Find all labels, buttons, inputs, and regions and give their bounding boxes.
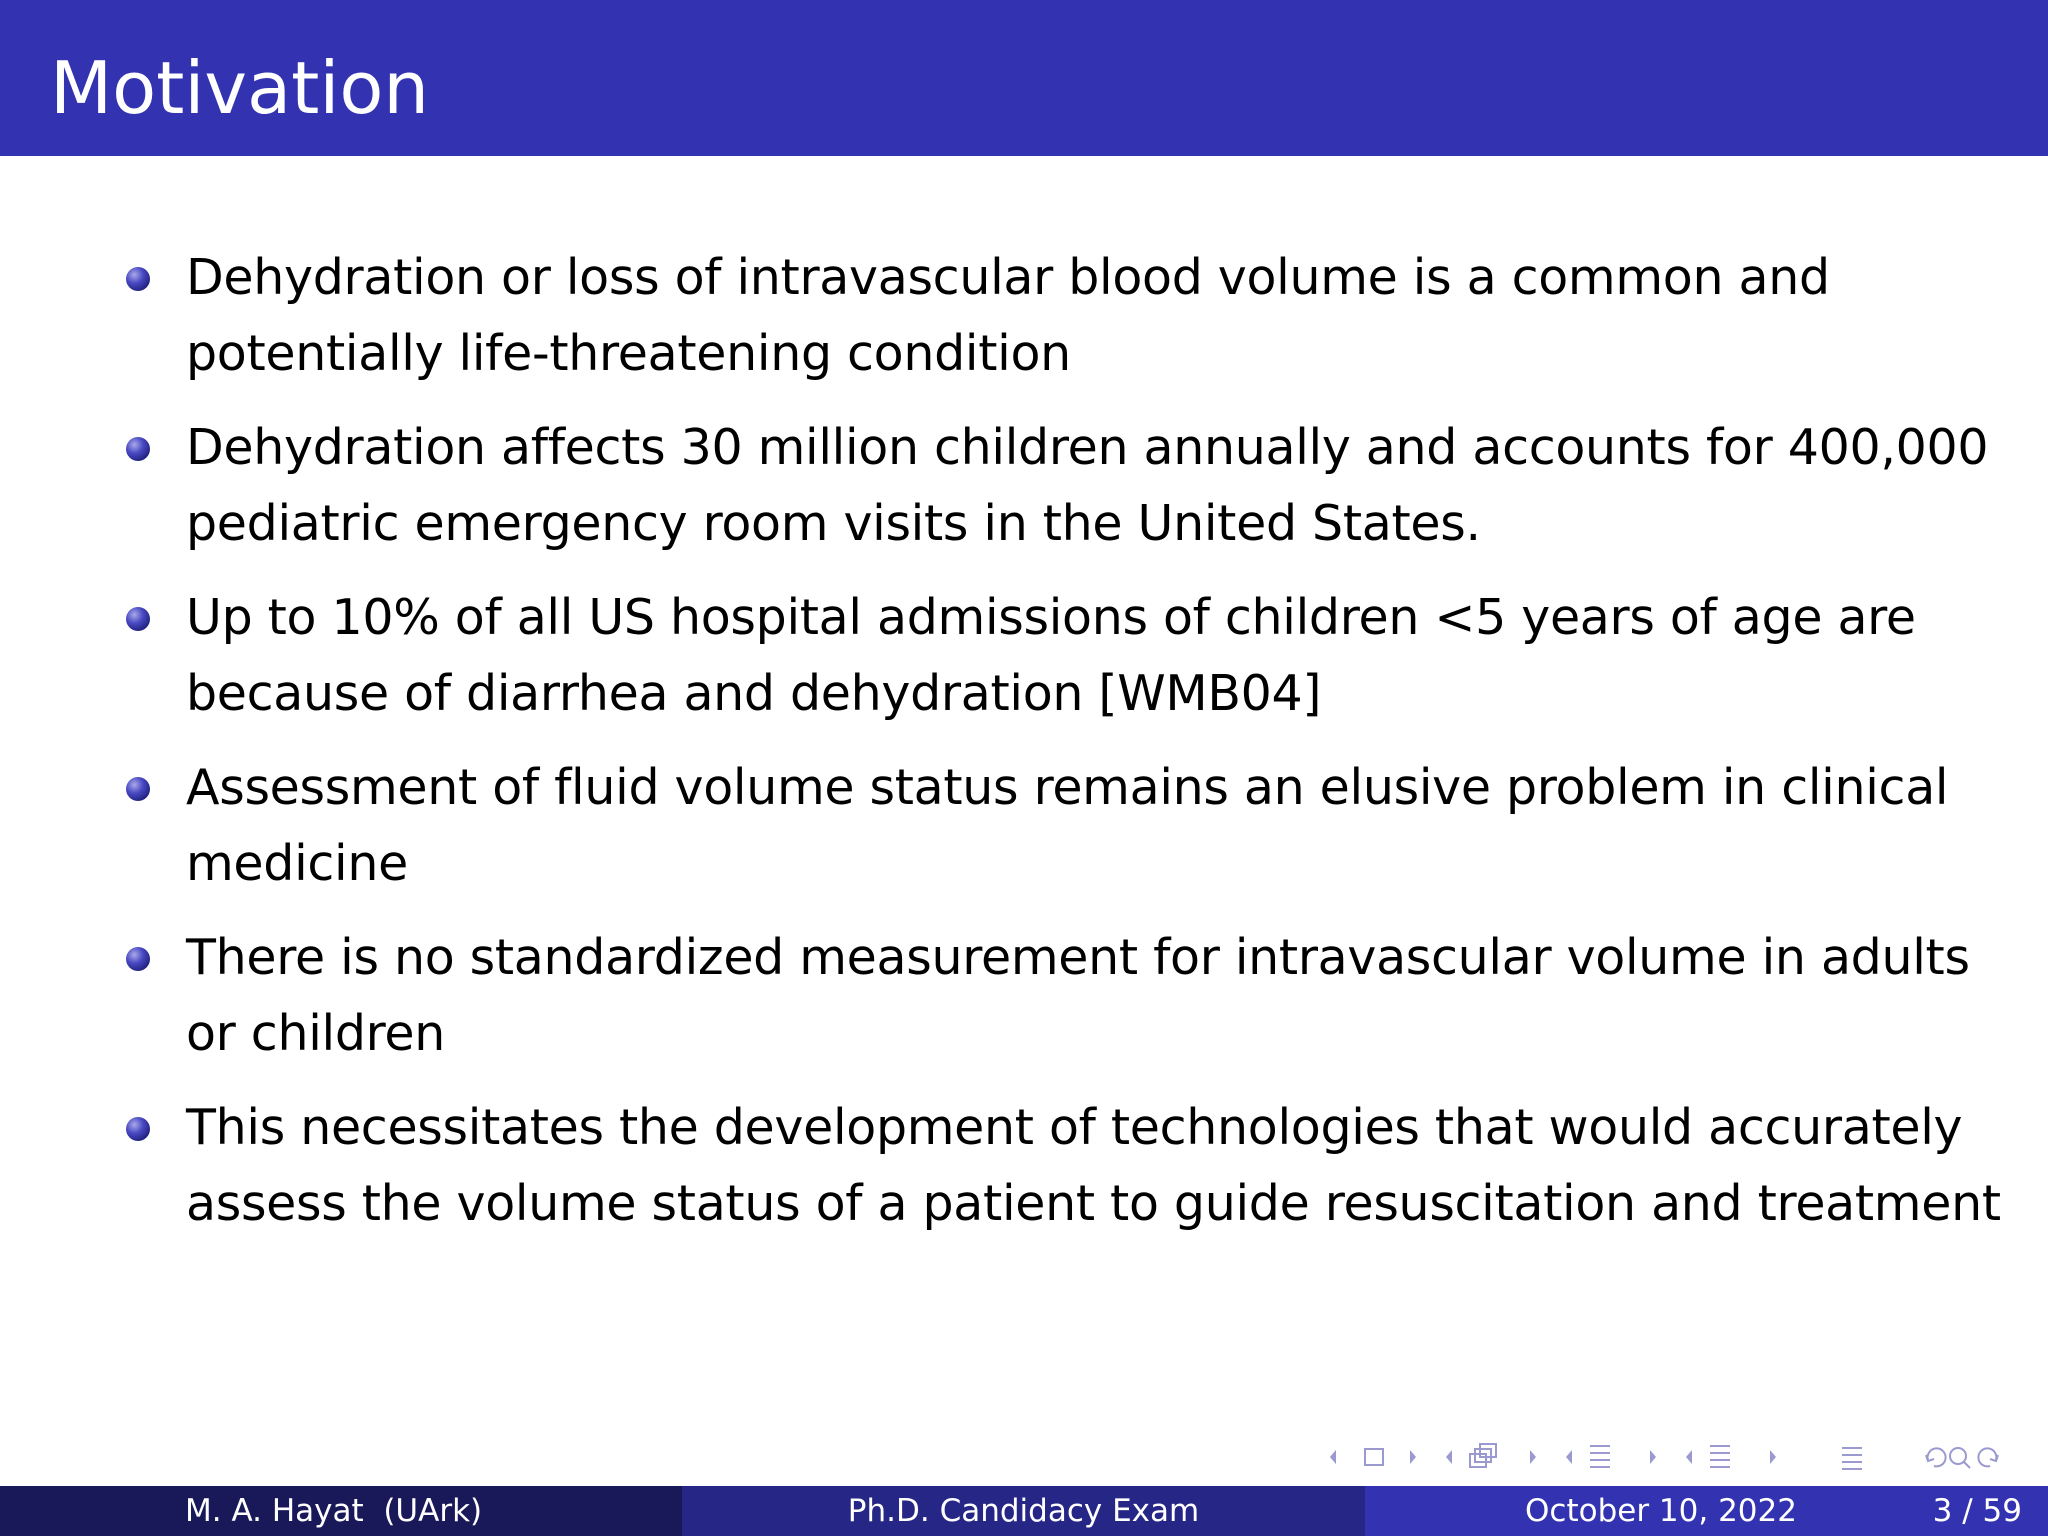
bullet-text: This necessitates the development of technologies that would accurately assess the volume status of a patient to guide resuscitation and treatment xyxy=(186,1099,2001,1232)
footer-author: M. A. Hayat (UArk) xyxy=(185,1493,483,1529)
beamer-navigation-bar xyxy=(1320,1440,2030,1474)
bullet-marker xyxy=(126,1117,150,1141)
footer-bar xyxy=(0,1486,2048,1536)
nav-document-icon[interactable] xyxy=(1686,1446,1776,1467)
bullet-marker xyxy=(126,437,150,461)
footer-author-segment xyxy=(0,1486,682,1536)
nav-subsection-icon[interactable] xyxy=(1446,1444,1536,1467)
bullet-text: There is no standardized measurement for intravascular volume in adults or children xyxy=(186,929,1970,1062)
footer-page-number: 3 / 59 xyxy=(1932,1493,2022,1529)
bullet-marker xyxy=(126,607,150,631)
footer-date-segment xyxy=(1365,1486,2048,1536)
bullet-text: Assessment of fluid volume status remains an elusive problem in clinical medicine xyxy=(186,759,1949,892)
footer-date: October 10, 2022 xyxy=(1525,1493,1797,1529)
bullet-marker xyxy=(126,267,150,291)
bullet-text: Up to 10% of all US hospital admissions of children <5 years of age are because of diarrhea and dehydration [WMB04] xyxy=(186,589,1916,722)
nav-appendix-icon[interactable] xyxy=(1842,1448,1862,1469)
nav-search-icon[interactable] xyxy=(1926,1448,1998,1468)
bullet-marker xyxy=(126,777,150,801)
bullet-marker xyxy=(126,947,150,971)
footer-talk-title: Ph.D. Candidacy Exam xyxy=(847,1493,1200,1529)
nav-section-icon[interactable] xyxy=(1566,1446,1656,1467)
slide-title: Motivation xyxy=(50,46,430,130)
footer-title-segment xyxy=(682,1486,1365,1536)
nav-frame-icon[interactable] xyxy=(1330,1449,1416,1465)
bullet-text: Dehydration or loss of intravascular blood volume is a common and potentially life-threatening condition xyxy=(186,249,1830,382)
bullet-text: Dehydration affects 30 million children annually and accounts for 400,000 pediatric emergency room visits in the United States. xyxy=(186,419,1989,552)
